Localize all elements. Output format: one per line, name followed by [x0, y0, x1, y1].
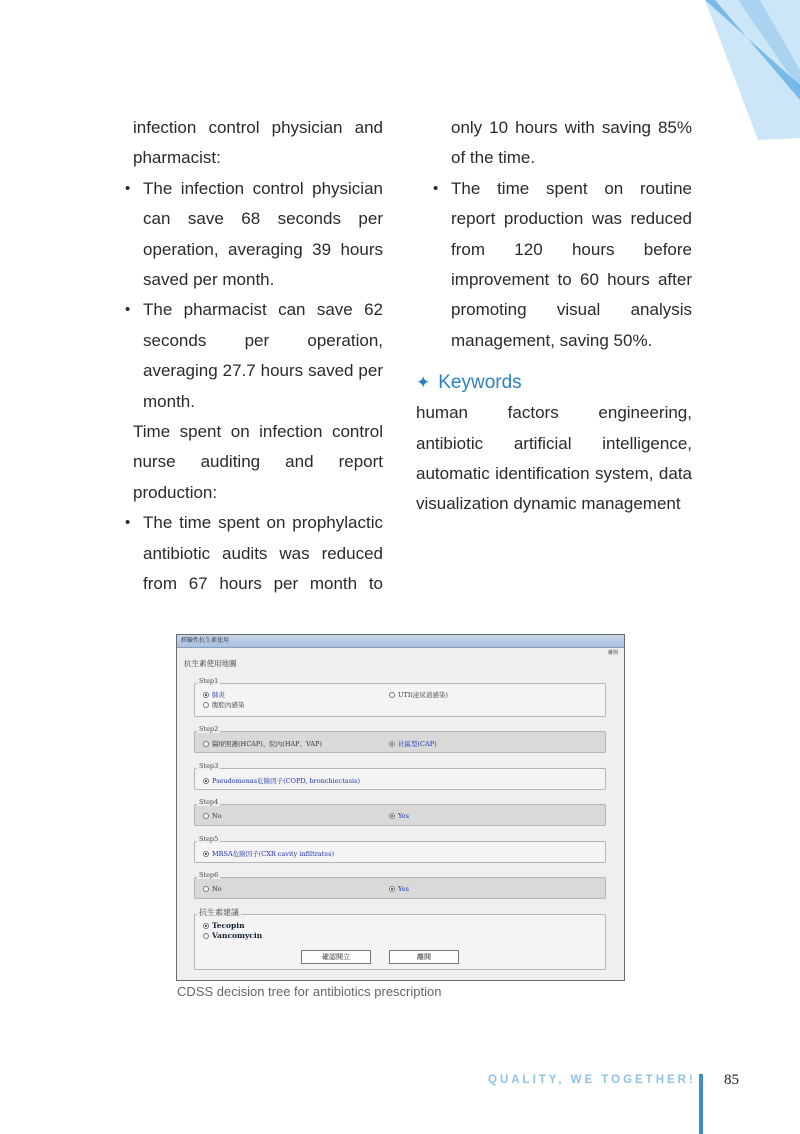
radio-option[interactable]: Vancomycin — [203, 931, 262, 940]
group-legend: Step6 — [199, 871, 219, 879]
cdss-screenshot — [176, 634, 625, 981]
radio-icon — [203, 813, 209, 819]
radio-option[interactable]: 醫療照護(HCAP)、院內(HAP、VAP) — [203, 739, 322, 748]
bullet-item: • The time spent on prophylactic antibiotic audits was reduced from 67 hours per month to — [133, 508, 383, 599]
radio-icon — [203, 886, 209, 892]
footer-bar — [699, 1074, 703, 1134]
footer-tagline: QUALITY, WE TOGETHER! — [488, 1074, 696, 1086]
radio-option[interactable]: 腹腔內感染 — [203, 700, 245, 709]
group-legend: 抗生素建議 — [199, 908, 239, 917]
radio-option[interactable]: Yes — [389, 885, 409, 893]
step2-group — [194, 725, 606, 753]
paragraph: Time spent on infection control nurse auditing and report production: — [133, 422, 383, 502]
radio-option[interactable]: 社區型(CAP) — [389, 739, 437, 748]
paragraph: infection control physician and pharmacist: — [133, 118, 383, 168]
star-icon: ✦ — [416, 373, 431, 393]
left-column — [133, 113, 383, 600]
figure-caption: CDSS decision tree for antibiotics prescription — [177, 984, 442, 999]
radio-icon — [389, 886, 395, 892]
radio-option[interactable]: 肺炎 — [203, 690, 225, 699]
keywords-heading — [416, 368, 692, 398]
radio-option[interactable]: Pseudomonas危險因子(COPD, bronchiectasis) — [203, 776, 360, 785]
radio-icon — [389, 813, 395, 819]
tab-title[interactable]: 抗生素使用地圖 — [184, 659, 237, 668]
step4-group — [194, 798, 606, 826]
radio-icon — [203, 851, 209, 857]
bullet-item: • The pharmacist can save 62 seconds per operation, averaging 27.7 hours saved per month. — [133, 295, 383, 417]
radio-icon — [203, 692, 209, 698]
radio-option[interactable]: No — [203, 885, 222, 893]
group-legend: Step1 — [199, 677, 219, 685]
right-column — [416, 113, 692, 520]
window-title-bar: 經驗性抗生素使用 — [177, 635, 624, 648]
step5-group — [194, 835, 606, 863]
radio-icon — [389, 741, 395, 747]
page-number: 85 — [724, 1072, 739, 1088]
suggestion-group — [194, 908, 606, 970]
step6-group — [194, 871, 606, 899]
radio-icon — [203, 741, 209, 747]
bullet-item: • The infection control physician can save 68 seconds per operation, averaging 39 hours saved per month. — [133, 174, 383, 296]
paragraph: only 10 hours with saving 85% of the time. — [451, 118, 692, 168]
radio-option[interactable]: Tecopin — [203, 921, 245, 930]
radio-icon — [389, 692, 395, 698]
radio-icon — [203, 702, 209, 708]
group-legend: Step2 — [199, 725, 219, 733]
keywords-text: human factors engineering, antibiotic artificial intelligence, automatic identification system, data visualization dynamic management — [416, 403, 692, 514]
group-legend: Step3 — [199, 762, 219, 770]
radio-icon — [203, 778, 209, 784]
radio-option[interactable]: MRSA危險因子(CXR cavity infiltrates) — [203, 849, 334, 858]
group-legend: Step5 — [199, 835, 219, 843]
keywords-title: Keywords — [438, 372, 522, 394]
step1-group — [194, 677, 606, 717]
radio-icon — [203, 933, 209, 939]
group-legend: Step4 — [199, 798, 219, 806]
exit-button[interactable]: 離開 — [389, 950, 459, 964]
menu-exit[interactable]: 離開 — [607, 650, 618, 656]
step3-group — [194, 762, 606, 790]
radio-icon — [203, 923, 209, 929]
bullet-item: • The time spent on routine report production was reduced from 120 hours before improvement to 60 hours after promoting visual analysis management, saving 50%. — [441, 174, 692, 356]
radio-option[interactable]: Yes — [389, 812, 409, 820]
radio-option[interactable]: UTI(泌尿道感染) — [389, 690, 448, 699]
radio-option[interactable]: No — [203, 812, 222, 820]
confirm-button[interactable]: 確認開立 — [301, 950, 371, 964]
